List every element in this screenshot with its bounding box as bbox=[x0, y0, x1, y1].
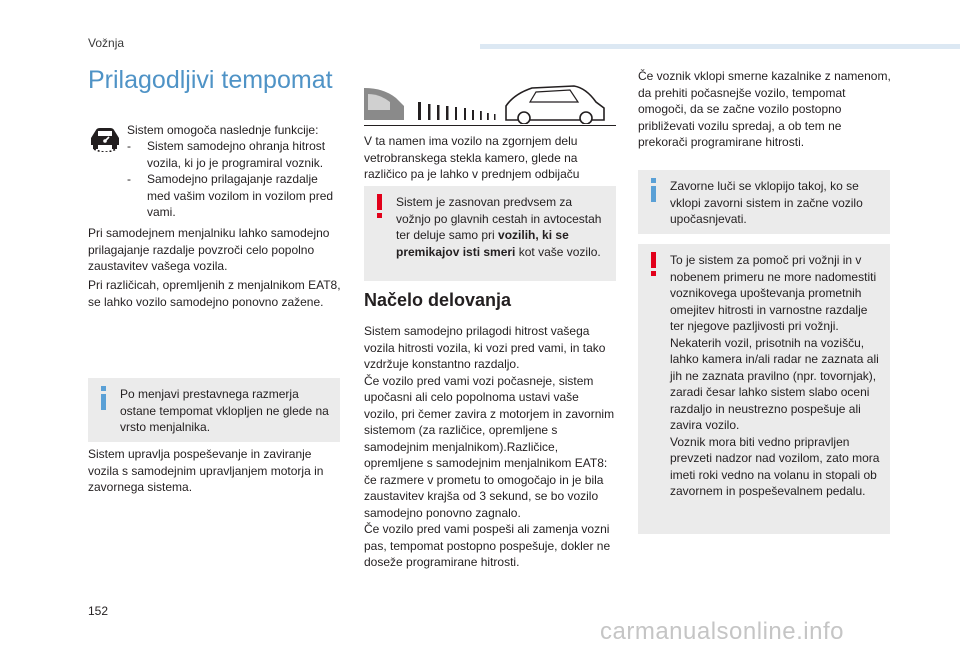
list-item bbox=[127, 171, 339, 221]
functions-list bbox=[127, 138, 339, 221]
warning-text-start: Sistem je zasnovan predvsem za vožnjo po glavnih cestah in avtocestah ter deluje samo pri bbox=[396, 195, 602, 242]
section-heading: Načelo delovanja bbox=[364, 290, 512, 310]
list-dash: - bbox=[127, 172, 131, 186]
warning-box bbox=[364, 186, 616, 281]
adaptive-cruise-car-icon bbox=[88, 122, 122, 152]
info-mark-icon bbox=[97, 386, 111, 410]
principle-text bbox=[364, 323, 616, 571]
header-bar bbox=[480, 44, 960, 49]
warning-paragraph: Voznik mora biti vedno pripravljen prevzeti nadzor nad vozilom, zato mora imeti roki vedno na volanu in stopali ob zavornem in pospeševalnem pedalu. bbox=[670, 434, 880, 498]
warning-exclamation-icon bbox=[647, 252, 661, 276]
section-label: Vožnja bbox=[88, 36, 125, 50]
principle-paragraph: Sistem samodejno prilagodi hitrost vašega vozila hitrosti vozila, ki vozi pred vami, in tako vzdržuje konstantno razdaljo. bbox=[364, 324, 606, 371]
watermark: carmanualsonline.info bbox=[600, 618, 844, 645]
warning-box-text bbox=[670, 252, 882, 500]
warning-text-end: kot vaše vozilo. bbox=[515, 244, 601, 259]
list-item-text: Sistem samodejno ohranja hitrost vozila, ki jo je programiral voznik. bbox=[147, 139, 326, 170]
page-number: 152 bbox=[88, 604, 109, 618]
warning-box-text bbox=[396, 194, 608, 260]
warning-text-bold: vozilih, ki se premikajov isti smeri bbox=[396, 228, 569, 259]
list-dash: - bbox=[127, 139, 131, 153]
info-box bbox=[638, 170, 890, 234]
braking-paragraph: Sistem upravlja pospeševanje in zaviranje vozila s samodejnim upravljanjem motorja in zavornega sistema. bbox=[88, 447, 324, 494]
diagram-divider bbox=[364, 125, 616, 126]
page-title: Prilagodljivi tempomat bbox=[88, 66, 333, 94]
turn-signal-paragraph: Če voznik vklopi smerne kazalnike z namenom, da prehiti počasnejše vozilo, tempomat omogoči, da se začne vozilo postopno približevati vozilu spredaj, a ob tem ne prekorači programirane hitrosti. bbox=[638, 69, 891, 149]
info-box bbox=[88, 378, 340, 442]
principle-paragraph: Če vozilo pred vami vozi počasneje, sistem upočasni ali celo popolnoma ustavi vaše vozilo, pri čemer zavira z motorjem in zavornim sistemom (za različice, opremljene s samodejnim menjalnikom).Različice, opremljene s samodejnim menjalnikom EAT8: če razmere v prometu to omogočajo in je bila zaustavitev krajša od 3 sekund, se bo vozilo samodejno ponovno zagnalo. bbox=[364, 373, 615, 520]
radar-diagram bbox=[364, 80, 616, 124]
warning-paragraph: Nekaterih vozil, prisotnih na vozišču, lahko kamera in/ali radar ne zaznata ali jih ne zaznata pravilno (npr. tovornjak), zaradi česar lahko sistem slabo oceni razdaljo in neustrezno pospešuje ali zavira vozilo. bbox=[670, 335, 879, 432]
warning-exclamation-icon bbox=[373, 194, 387, 218]
principle-paragraph: Če vozilo pred vami pospeši ali zamenja vozni pas, tempomat postopno pospešuje, dokler ne doseže programirane hitrosti. bbox=[364, 522, 611, 569]
auto-gearbox-paragraph: Pri samodejnem menjalniku lahko samodejno prilagajanje razdalje povzroči celo popolno zaustavitev vašega vozila. bbox=[88, 226, 330, 273]
camera-paragraph: V ta namen ima vozilo na zgornjem delu vetrobranskega stekla kamero, glede na različico pa je lahko v prednjem odbijaču bbox=[364, 134, 580, 181]
warning-box bbox=[638, 244, 890, 534]
functions-intro: Sistem omogoča naslednje funkcije: bbox=[127, 123, 319, 137]
info-mark-icon bbox=[647, 178, 661, 202]
info-box-text: Po menjavi prestavnega razmerja ostane tempomat vklopljen ne glede na vrsto menjalnika. bbox=[120, 387, 329, 434]
list-item-text: Samodejno prilagajanje razdalje med vašim vozilom in vozilom pred vami. bbox=[147, 172, 334, 219]
list-item bbox=[127, 138, 339, 171]
eat8-paragraph: Pri različicah, opremljenih z menjalnikom EAT8, se lahko vozilo samodejno ponovno zažene. bbox=[88, 278, 341, 309]
info-box-text: Zavorne luči se vklopijo takoj, ko se vklopi zavorni sistem in začne vozilo upočasnjevati. bbox=[670, 179, 863, 226]
warning-paragraph: To je sistem za pomoč pri vožnji in v nobenem primeru ne more nadomestiti voznikovega upoštevanja prometnih omejitev hitrosti in varnostne razdalje ter njegove pazljivosti pri vožnji. bbox=[670, 253, 877, 333]
